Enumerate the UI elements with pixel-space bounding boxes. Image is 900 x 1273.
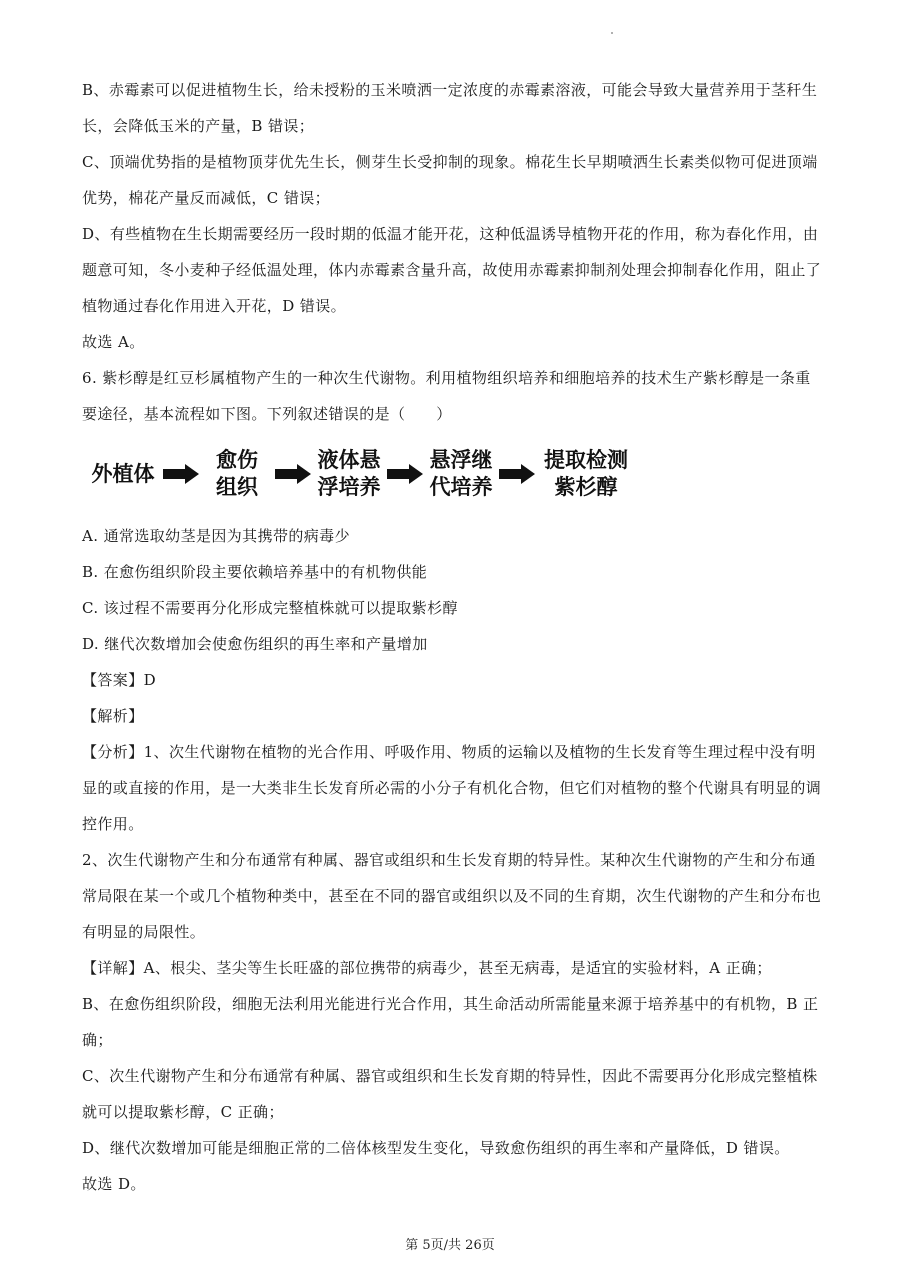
detail-a: 【详解】A、根尖、茎尖等生长旺盛的部位携带的病毒少，甚至无病毒，是适宜的实验材料，A 正确； [82,959,772,977]
analysis-label: 【解析】 [82,707,144,725]
final-answer: 故选 D。 [82,1175,146,1193]
detail-b: B、在愈伤组织阶段，细胞无法利用光能进行光合作用，其生命活动所需能量来源于培养基中的有机物，B 正确； [82,995,819,1049]
option-c: C. 该过程不需要再分化形成完整植株就可以提取紫杉醇 [82,599,458,617]
flow-step-line: 液体悬 [317,448,381,472]
answer-line: 【答案】D [82,671,157,689]
answer-explanation-c: C、顶端优势指的是植物顶芽优先生长，侧芽生长受抑制的现象。棉花生长早期喷洒生长素类似物可促进顶端优势，棉花产量反而减低，C 错误； [82,153,818,207]
process-flow-diagram [88,436,822,512]
option-a: A. 通常选取幼茎是因为其携带的病毒少 [82,527,350,545]
page-content [82,72,822,1202]
arrow-right-icon [498,463,536,485]
detail-c: C、次生代谢物产生和分布通常有种属、器官或组织和生长发育期的特异性，因此不需要再分化形成完整植株就可以提取紫杉醇，C 正确； [82,1067,818,1121]
analysis-summary-2: 2、次生代谢物产生和分布通常有种属、器官或组织和生长发育期的特异性。某种次生代谢物的产生和分布通常局限在某一个或几个植物种类中，甚至在不同的器官或组织以及不同的生育期，次生代谢物的产生和分布也有明显的局限性。 [82,851,822,941]
flow-step-line: 外植体 [91,461,155,486]
answer-explanation-d: D、有些植物在生长期需要经历一段时期的低温才能开花，这种低温诱导植物开花的作用，称为春化作用，由题意可知，冬小麦种子经低温处理，体内赤霉素含量升高，故使用赤霉素抑制剂处理会抑制春化作用，阻止了植物通过春化作用进入开花，D 错误。 [82,225,822,315]
question-stem: 6. 紫杉醇是红豆杉属植物产生的一种次生代谢物。利用植物组织培养和细胞培养的技术生产紫杉醇是一条重要途径，基本流程如下图。下列叙述错误的是（ ） [82,369,811,423]
flow-step-line: 愈伤 [216,448,258,472]
flow-step-suspension-culture [316,447,382,501]
flow-step-line: 组织 [216,475,258,499]
flow-step-explant [88,461,158,488]
flow-step-extract-taxol [540,447,632,501]
flow-step-line: 浮培养 [317,475,381,499]
flow-step-subculture [428,447,494,501]
answer-conclusion: 故选 A。 [82,333,145,351]
arrow-right-icon [162,463,200,485]
scan-dot [611,32,613,34]
flow-step-line: 紫杉醇 [554,475,618,499]
arrow-right-icon [274,463,312,485]
flow-step-line: 代培养 [429,475,493,499]
option-d: D. 继代次数增加会使愈伤组织的再生率和产量增加 [82,635,428,653]
option-b: B. 在愈伤组织阶段主要依赖培养基中的有机物供能 [82,563,428,581]
page-number: 第 5页/共 26页 [405,1238,495,1253]
flow-step-line: 悬浮继 [429,448,493,472]
analysis-summary-1: 【分析】1、次生代谢物在植物的光合作用、呼吸作用、物质的运输以及植物的生长发育等生理过程中没有明显的或直接的作用，是一大类非生长发育所必需的小分子有机化合物，但它们对植物的整个代谢具有明显的调控作用。 [82,743,822,833]
flow-step-callus [204,447,270,501]
arrow-right-icon [386,463,424,485]
answer-explanation-b: B、赤霉素可以促进植物生长，给未授粉的玉米喷洒一定浓度的赤霉素溶液，可能会导致大量营养用于茎秆生长，会降低玉米的产量，B 错误； [82,81,818,135]
flow-step-line: 提取检测 [544,448,628,472]
detail-d: D、继代次数增加可能是细胞正常的二倍体核型发生变化，导致愈伤组织的再生率和产量降低，D 错误。 [82,1139,790,1157]
